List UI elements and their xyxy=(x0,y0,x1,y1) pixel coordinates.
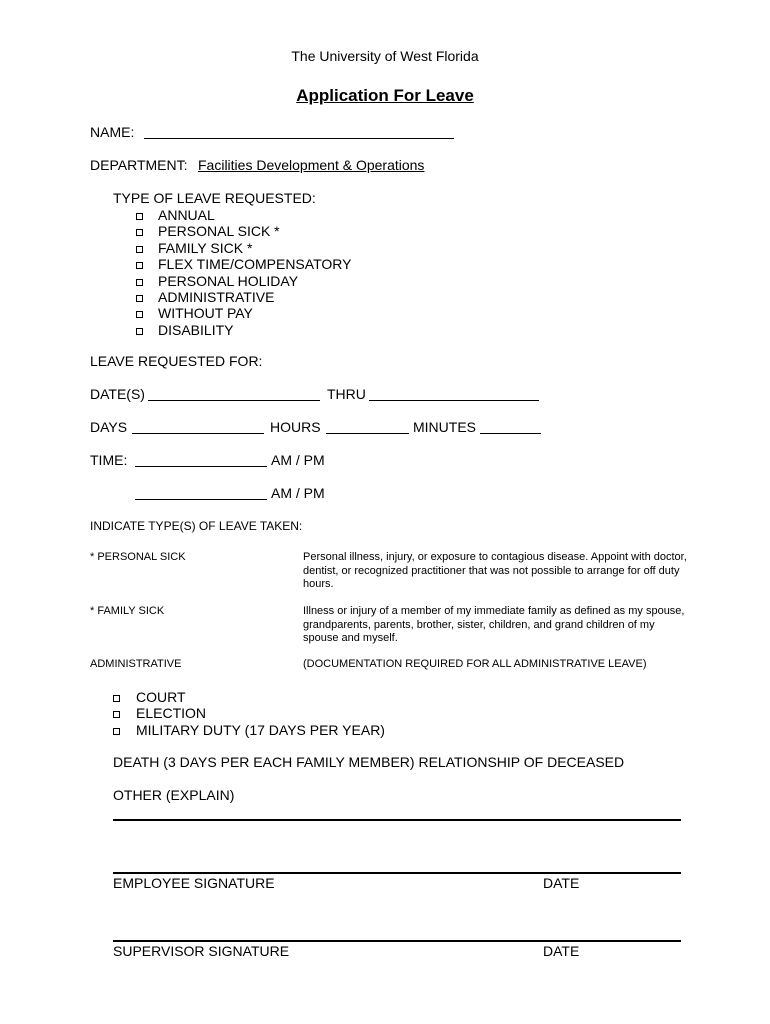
days-field[interactable] xyxy=(132,433,264,434)
administrative-description: (DOCUMENTATION REQUIRED FOR ALL ADMINISTRATIVE LEAVE) xyxy=(303,658,647,670)
supervisor-date-label: DATE xyxy=(543,943,580,959)
employee-signature-label: EMPLOYEE SIGNATURE xyxy=(113,875,275,891)
administrative-label: ADMINISTRATIVE xyxy=(90,658,182,670)
thru-field[interactable] xyxy=(369,400,539,401)
time-end-field[interactable] xyxy=(135,499,267,500)
leave-type-heading: TYPE OF LEAVE REQUESTED: xyxy=(113,190,316,206)
leave-type-checkbox[interactable] xyxy=(136,262,143,269)
administrative-option-checkbox[interactable] xyxy=(113,728,120,735)
administrative-option-checkbox[interactable] xyxy=(113,711,120,718)
administrative-option-label: COURT xyxy=(136,689,186,705)
administrative-option-checkbox[interactable] xyxy=(113,695,120,702)
minutes-label: MINUTES xyxy=(413,419,476,435)
dates-label: DATE(S) xyxy=(90,386,145,402)
leave-type-option-label: FLEX TIME/COMPENSATORY xyxy=(158,256,352,273)
family-sick-description: Illness or injury of a member of my immediate family as defined as my spouse, grandparents, parents, brother, sister, children, and grand children of my spouse and myself. xyxy=(303,605,685,644)
employee-signature-field[interactable] xyxy=(113,872,681,874)
leave-type-option-label: FAMILY SICK * xyxy=(158,239,253,256)
hours-field[interactable] xyxy=(326,433,409,434)
other-explain-field[interactable] xyxy=(113,819,681,821)
minutes-field[interactable] xyxy=(480,433,541,434)
dates-field[interactable] xyxy=(148,400,320,401)
leave-type-option-label: DISABILITY xyxy=(158,321,234,338)
supervisor-signature-field[interactable] xyxy=(113,940,681,942)
leave-type-option-label: PERSONAL SICK * xyxy=(158,223,280,240)
leave-for-heading: LEAVE REQUESTED FOR: xyxy=(90,353,263,369)
death-line: DEATH (3 DAYS PER EACH FAMILY MEMBER) RELATIONSHIP OF DECEASED xyxy=(113,754,625,770)
leave-type-checkbox[interactable] xyxy=(136,311,143,318)
leave-type-option-label: PERSONAL HOLIDAY xyxy=(158,272,299,289)
other-line: OTHER (EXPLAIN) xyxy=(113,787,235,803)
thru-label: THRU xyxy=(327,386,366,402)
leave-type-checkbox[interactable] xyxy=(136,295,143,302)
leave-type-checkbox[interactable] xyxy=(136,328,143,335)
employee-date-label: DATE xyxy=(543,875,580,891)
administrative-option-label: MILITARY DUTY (17 DAYS PER YEAR) xyxy=(136,721,385,738)
leave-type-checkbox[interactable] xyxy=(136,246,143,253)
leave-type-option-label: ADMINISTRATIVE xyxy=(158,289,275,305)
days-label: DAYS xyxy=(90,419,128,435)
institution-name: The University of West Florida xyxy=(291,48,479,64)
leave-type-checkbox[interactable] xyxy=(136,213,143,220)
name-field[interactable] xyxy=(144,138,454,139)
department-value: Facilities Development & Operations xyxy=(198,157,425,173)
department-label: DEPARTMENT: xyxy=(90,157,188,173)
leave-type-checkbox[interactable] xyxy=(136,229,143,236)
form-title: Application For Leave xyxy=(296,86,474,105)
indicate-heading: INDICATE TYPE(S) OF LEAVE TAKEN: xyxy=(90,519,303,533)
ampm-start-label: AM / PM xyxy=(271,452,325,468)
time-label: TIME: xyxy=(90,452,128,468)
personal-sick-description: Personal illness, injury, or exposure to contagious disease. Appoint with doctor, dentist, or recognized practitioner that was not possible to arrange for off duty hours. xyxy=(303,551,687,590)
supervisor-signature-label: SUPERVISOR SIGNATURE xyxy=(113,943,290,959)
administrative-option-label: ELECTION xyxy=(136,705,207,722)
name-label: NAME: xyxy=(90,124,135,140)
leave-type-checkbox[interactable] xyxy=(136,279,143,286)
ampm-end-label: AM / PM xyxy=(271,485,325,501)
personal-sick-label: * PERSONAL SICK xyxy=(90,551,186,563)
hours-label: HOURS xyxy=(270,419,321,435)
leave-type-option-label: ANNUAL xyxy=(158,207,215,223)
time-start-field[interactable] xyxy=(135,466,267,467)
family-sick-label: * FAMILY SICK xyxy=(90,605,165,617)
leave-type-option-label: WITHOUT PAY xyxy=(158,305,253,322)
